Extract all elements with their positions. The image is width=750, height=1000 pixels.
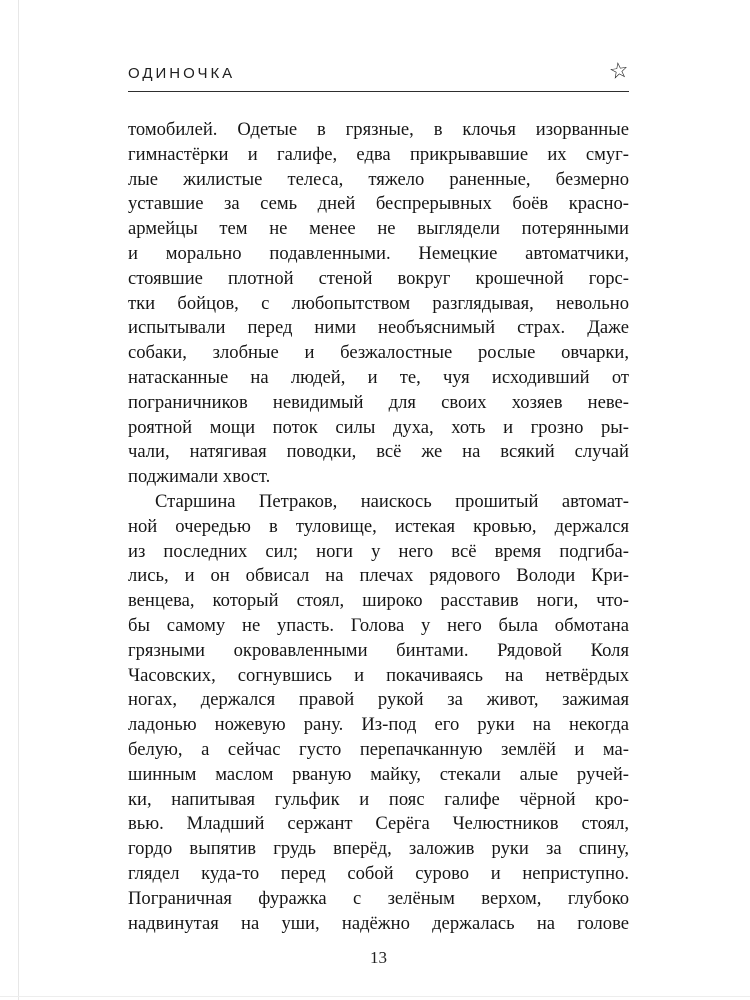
scan-edge-left <box>18 0 19 1000</box>
text-line: белую, а сейчас густо перепачканную землёй и ма- <box>128 738 629 760</box>
text-line: ладонью ножевую рану. Из-под его руки на некогда <box>128 714 629 736</box>
text-line: вью. Младший сержант Серёга Челюстников стоял, <box>128 813 629 835</box>
text-line: Часовских, согнувшись и покачиваясь на нетвёрдых <box>128 664 629 686</box>
page-number: 13 <box>370 948 387 967</box>
star-icon: ☆ <box>607 56 631 85</box>
text-line: ки, напитывая гульфик и пояс галифе чёрной кро- <box>128 788 629 810</box>
header-title: ОДИНОЧКА <box>128 65 236 82</box>
text-line: гордо выпятив грудь вперёд, заложив руки за спину, <box>128 838 629 860</box>
paragraph <box>128 118 629 490</box>
text-line: бы самому не упасть. Голова у него была обмотана <box>128 614 629 636</box>
text-line: пограничников невидимый для своих хозяев неве- <box>128 391 629 413</box>
text-line: из последних сил; ноги у него всё время подгиба- <box>128 540 629 562</box>
text-line: чали, натягивая поводки, всё же на всякий случай <box>128 441 629 463</box>
text-line: Пограничная фуражка с зелёным верхом, глубоко <box>128 887 629 909</box>
text-line: армейцы тем не менее не выглядели потерянными <box>128 218 629 240</box>
text-line: роятной мощи поток силы духа, хоть и грозно ры- <box>128 416 629 438</box>
text-line: собаки, злобные и безжалостные рослые овчарки, <box>128 342 629 364</box>
text-line: уставшие за семь дней беспрерывных боёв красно- <box>128 193 629 215</box>
text-line: венцева, который стоял, широко расставив ноги, что- <box>128 590 629 612</box>
running-header <box>128 56 631 92</box>
text-line: испытывали перед ними необъяснимый страх. Даже <box>128 317 629 339</box>
text-line: ной очередью в туловище, истекая кровью, держался <box>128 515 629 537</box>
text-line: натасканные на людей, и те, чуя исходивший от <box>128 366 629 388</box>
text-line: глядел куда-то перед собой сурово и неприступно. <box>128 862 629 884</box>
text-line: ногах, держался правой рукой за живот, зажимая <box>128 689 629 711</box>
scan-edge-bottom <box>0 996 750 997</box>
text-line: надвинутая на уши, надёжно держалась на голове <box>128 912 629 934</box>
body-text <box>128 118 629 936</box>
text-line: Старшина Петраков, наискось прошитый автомат- <box>155 490 629 512</box>
text-line: и морально подавленными. Немецкие автоматчики, <box>128 242 629 264</box>
text-line: лись, и он обвисал на плечах рядового Володи Кри- <box>128 565 629 587</box>
text-line: стоявшие плотной стеной вокруг крошечной горс- <box>128 267 629 289</box>
text-line: томобилей. Одетые в грязные, в клочья изорванные <box>128 119 629 140</box>
paragraph <box>128 490 629 936</box>
page-footer <box>128 948 629 968</box>
text-line: тки бойцов, с любопытством разглядывая, невольно <box>128 292 629 314</box>
text-line: поджимали хвост. <box>128 466 271 488</box>
text-line: грязными окровавленными бинтами. Рядовой Коля <box>128 639 629 661</box>
text-line: гимнастёрки и галифе, едва прикрывавшие их смуг- <box>128 143 629 165</box>
text-line: шинным маслом рваную майку, стекали алые ручей- <box>128 763 629 785</box>
text-line: лые жилистые телеса, тяжело раненные, безмерно <box>128 168 629 190</box>
page-content <box>128 56 631 936</box>
